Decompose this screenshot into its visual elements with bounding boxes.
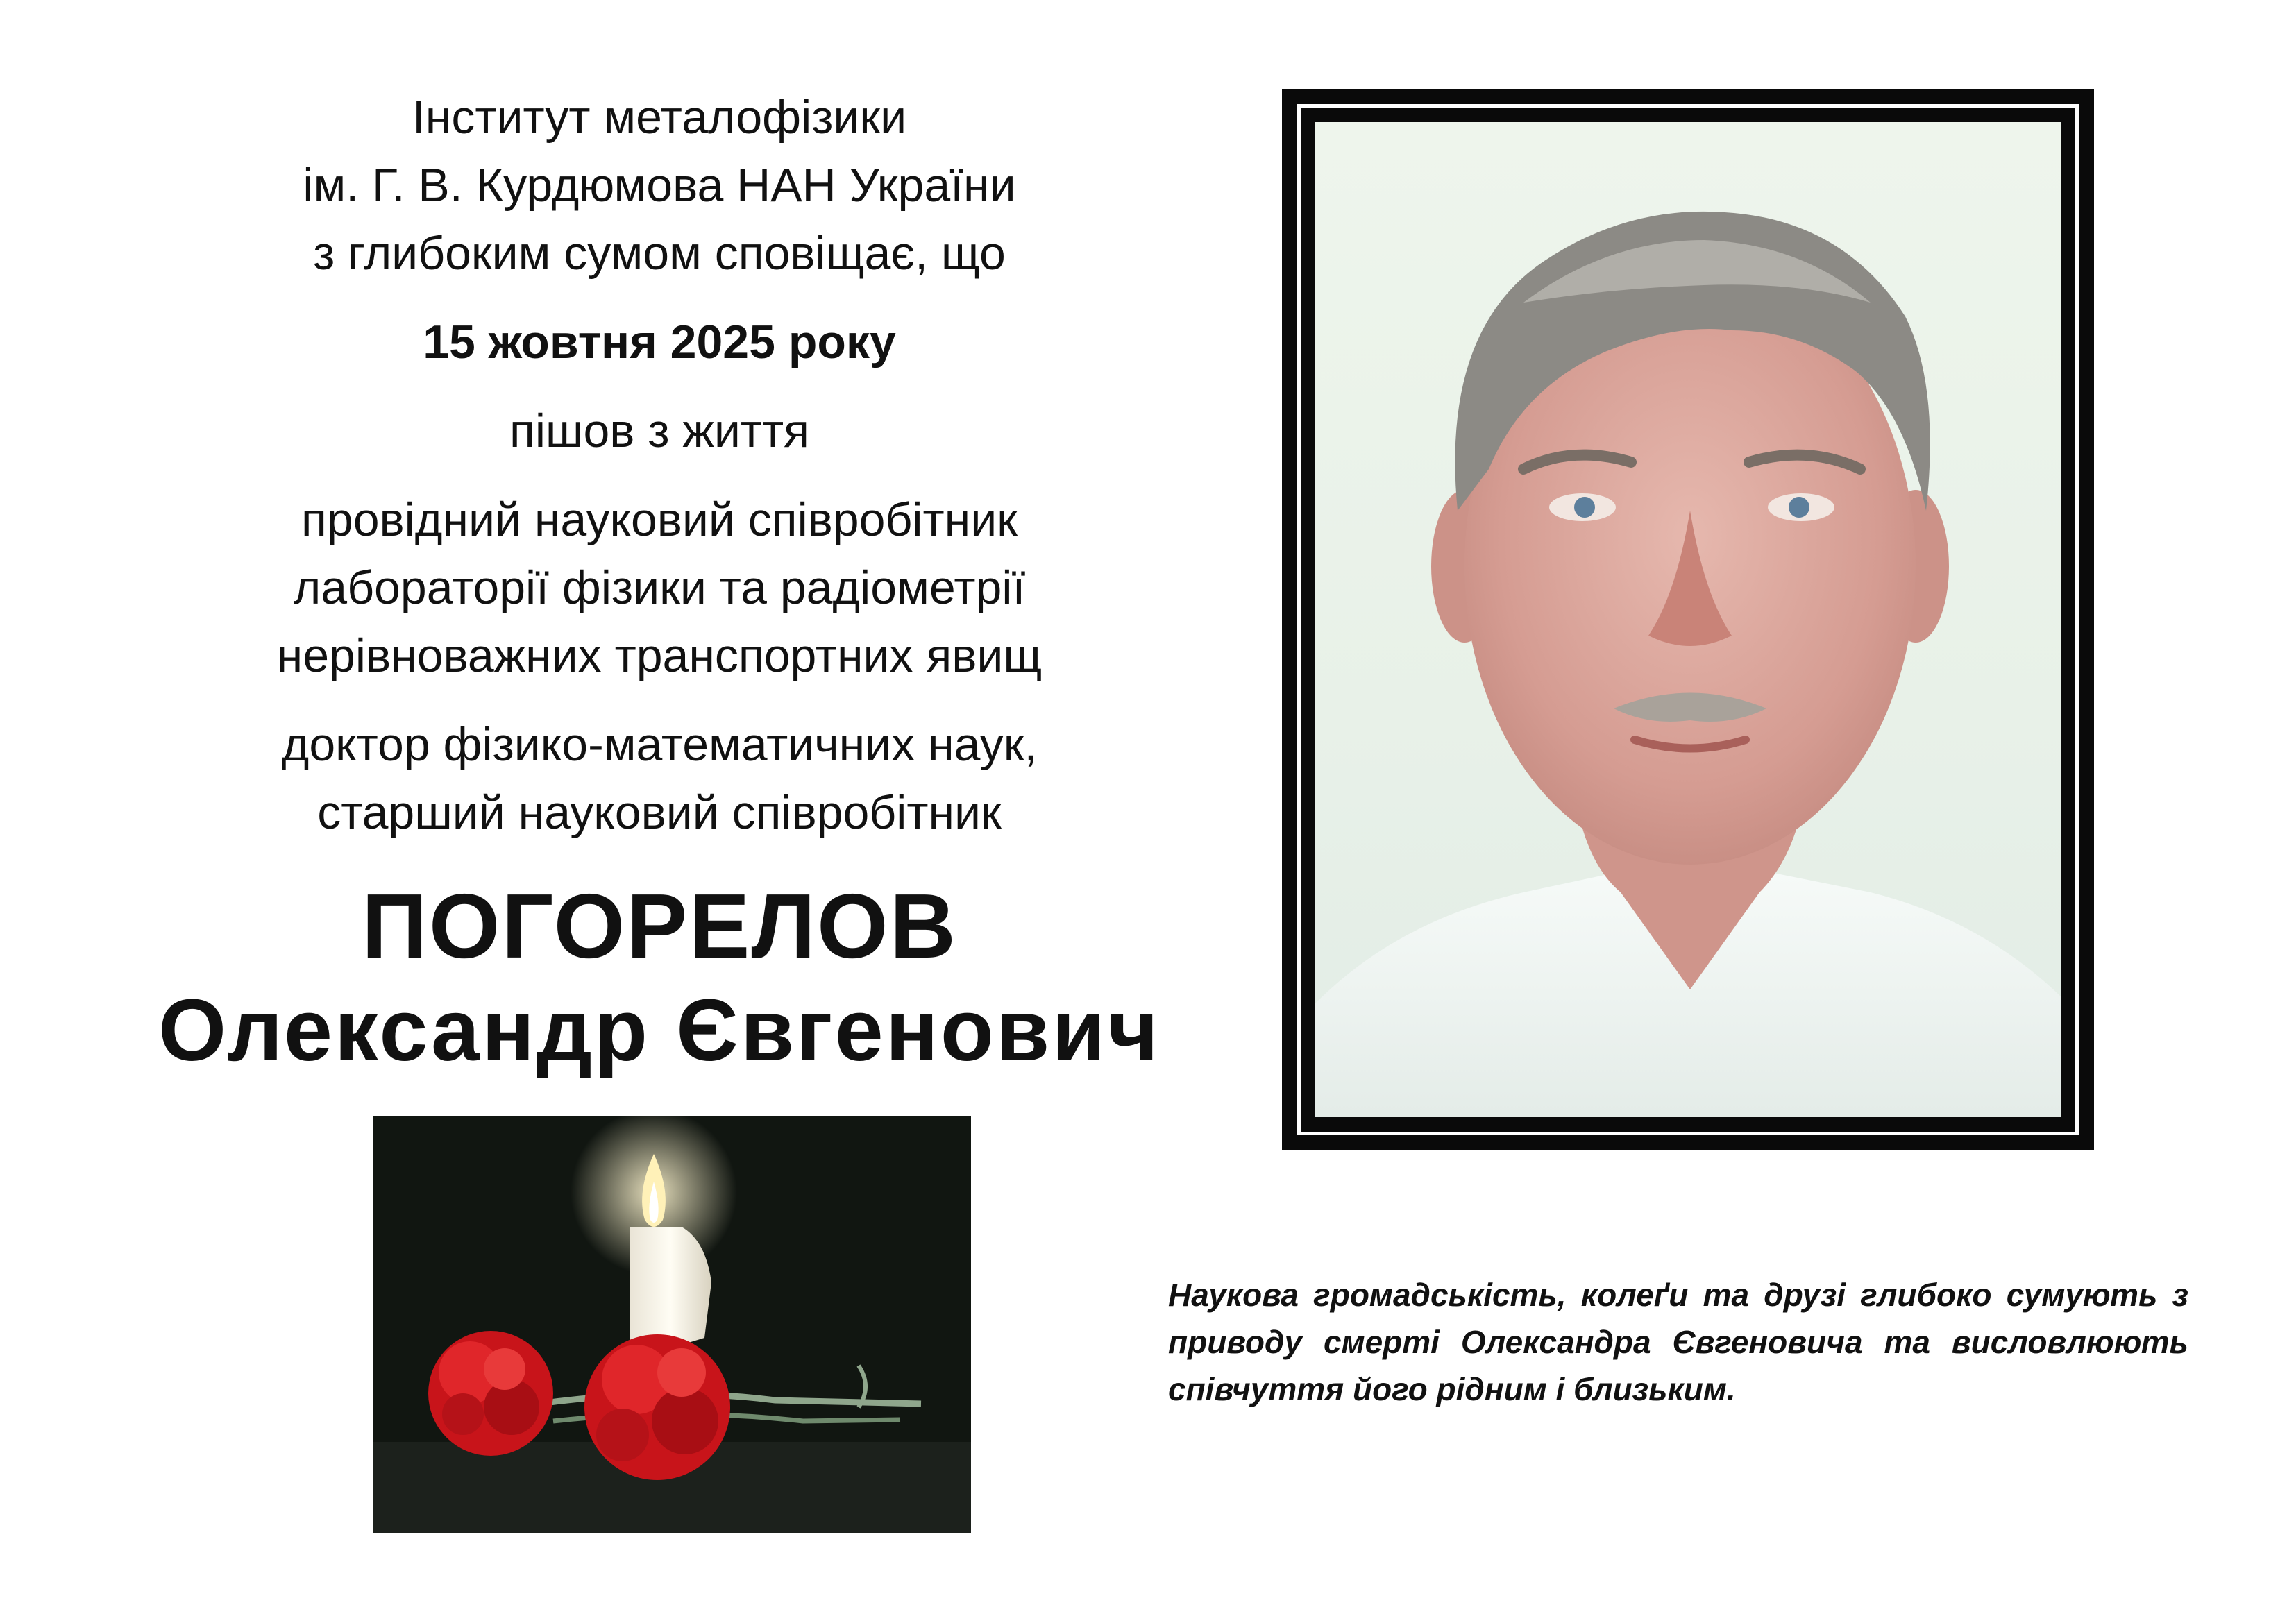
portrait-photo: [1315, 122, 2061, 1117]
passed-away-line: пішов з життя: [509, 405, 809, 457]
institute-line-2: ім. Г. В. Курдюмова НАН України: [303, 159, 1016, 212]
carnation-right: [584, 1334, 730, 1480]
portrait-frame: [1282, 89, 2094, 1150]
candle-and-carnations-photo: [373, 1116, 971, 1533]
position-line-3: нерівноважних транспортних явищ: [276, 629, 1043, 682]
position-line-2: лабораторії фізики та радіометрії: [293, 561, 1026, 614]
degree-line-2: старший науковий співробітник: [317, 786, 1002, 839]
condolence-message: Наукова громадськість, колеґи та друзі глибоко сумують з приводу смерті Олександра Євгеновича та висловлюють співчуття його рідним і близьким.: [1168, 1277, 2188, 1407]
given-names: Олександр Євгенович: [158, 981, 1160, 1079]
surname: ПОГОРЕЛОВ: [361, 875, 958, 977]
institute-line-1: Інститут металофізики: [412, 91, 907, 144]
carnation-left: [428, 1331, 553, 1456]
obituary-text-block: [104, 83, 1215, 1082]
position-line-1: провідний науковий співробітник: [301, 493, 1018, 546]
degree-line-1: доктор фізико-математичних наук,: [281, 718, 1038, 771]
candle-illustration: [373, 1116, 971, 1533]
death-date: 15 жовтня 2025 року: [423, 316, 896, 368]
portrait-illustration: [1315, 122, 2061, 1117]
announce-line: з глибоким сумом сповіщає, що: [313, 227, 1006, 280]
